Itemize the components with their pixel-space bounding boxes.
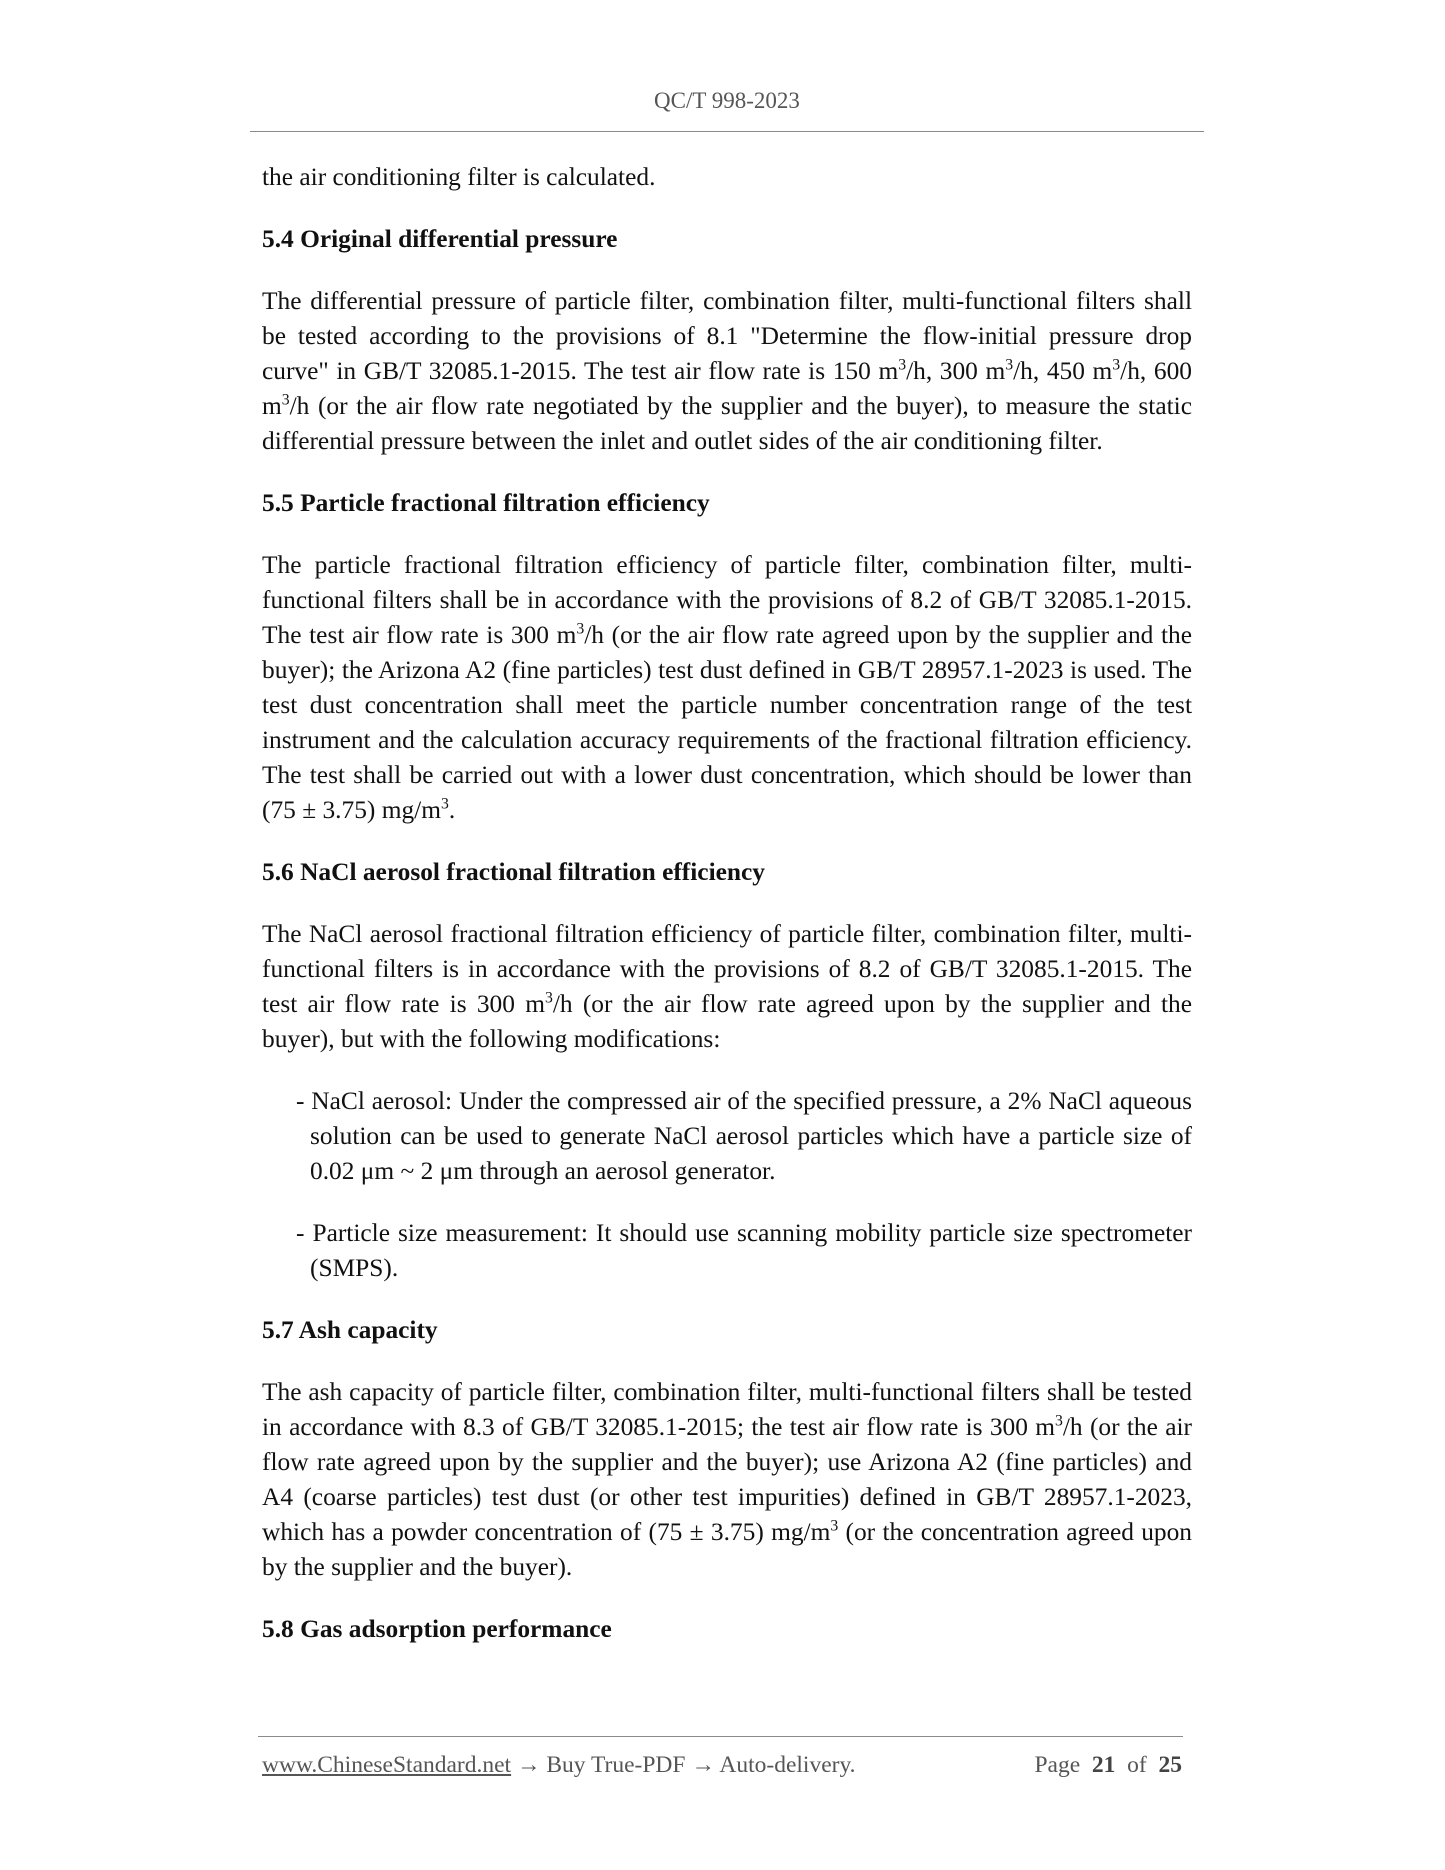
section-heading-5-7: 5.7 Ash capacity xyxy=(262,1316,438,1344)
section-heading-5-8: 5.8 Gas adsorption performance xyxy=(262,1615,612,1643)
footer-divider xyxy=(258,1736,1183,1737)
intro-paragraph: the air conditioning filter is calculated. xyxy=(262,163,656,191)
promo-text: → Buy True-PDF → Auto-delivery. xyxy=(511,1752,856,1778)
section-5-4-paragraph: The differential pressure of particle filter, combination filter, multi-functional filters shall be tested according to the provisions of 8.1 "Determine the flow-initial pressure drop curve" in GB/T 32085.1-2015. The test air flow rate is 150 $m^3/h$, 300 $m^3/h$, 450 $m^3/h$, 600 $m^3/h$ (or the air flow rate negotiated by the supplier and the buyer), to measure the static differential pressure between the inlet and outlet sides of the air conditioning filter. xyxy=(262,287,1192,455)
running-header: QC/T 998-2023 xyxy=(654,88,800,113)
section-5-5-paragraph: The particle fractional filtration efficiency of particle filter, combination filter, multi-functional filters shall be in accordance with the provisions of 8.2 of GB/T 32085.1-2015. The test air flow rate is 300 $m^3/h$ (or the air flow rate agreed upon by the supplier and the buyer); the Arizona A2 (fine particles) test dust defined in GB/T 28957.1-2023 is used. The test dust concentration shall meet the particle number concentration range of the test instrument and the calculation accuracy requirements of the fractional filtration efficiency. The test shall be carried out with a lower dust concentration, which should be lower than (75 ± 3.75) $mg/m^3$. xyxy=(262,551,1192,824)
section-heading-5-4: 5.4 Original differential pressure xyxy=(262,225,618,253)
section-heading-5-6: 5.6 NaCl aerosol fractional filtration efficiency xyxy=(262,858,765,886)
section-5-7-paragraph: The ash capacity of particle filter, combination filter, multi-functional filters shall be tested in accordance with 8.3 of GB/T 32085.1-2015; the test air flow rate is 300 $m^3/h$ (or the air flow rate agreed upon by the supplier and the buyer); use Arizona A2 (fine particles) and A4 (coarse particles) test dust (or other test impurities) defined in GB/T 28957.1-2023, which has a powder concentration of (75 ± 3.75) $mg/m^3$ (or the concentration agreed upon by the supplier and the buyer). xyxy=(262,1378,1192,1581)
document-body xyxy=(262,160,1192,1674)
header-divider xyxy=(250,131,1204,132)
list-item-nacl-aerosol: - NaCl aerosol: Under the compressed air of the specified pressure, a 2% NaCl aqueous solution can be used to generate NaCl aerosol particles which have a particle size of 0.02 μm ~ 2 μm through an aerosol generator. xyxy=(296,1087,1192,1185)
page-number: Page 21 of 25 xyxy=(1034,1752,1182,1778)
site-link[interactable]: www.ChineseStandard.net xyxy=(262,1752,512,1778)
section-5-6-paragraph: The NaCl aerosol fractional filtration efficiency of particle filter, combination filter, multi-functional filters is in accordance with the provisions of 8.2 of GB/T 32085.1-2015. The test air flow rate is 300 $m^3/h$ (or the air flow rate agreed upon by the supplier and the buyer), but with the following modifications: xyxy=(262,920,1192,1053)
page-footer xyxy=(262,1752,1182,1779)
list-item-particle-size: - Particle size measurement: It should use scanning mobility particle size spectrometer (SMPS). xyxy=(296,1219,1192,1282)
section-heading-5-5: 5.5 Particle fractional filtration efficiency xyxy=(262,489,710,517)
